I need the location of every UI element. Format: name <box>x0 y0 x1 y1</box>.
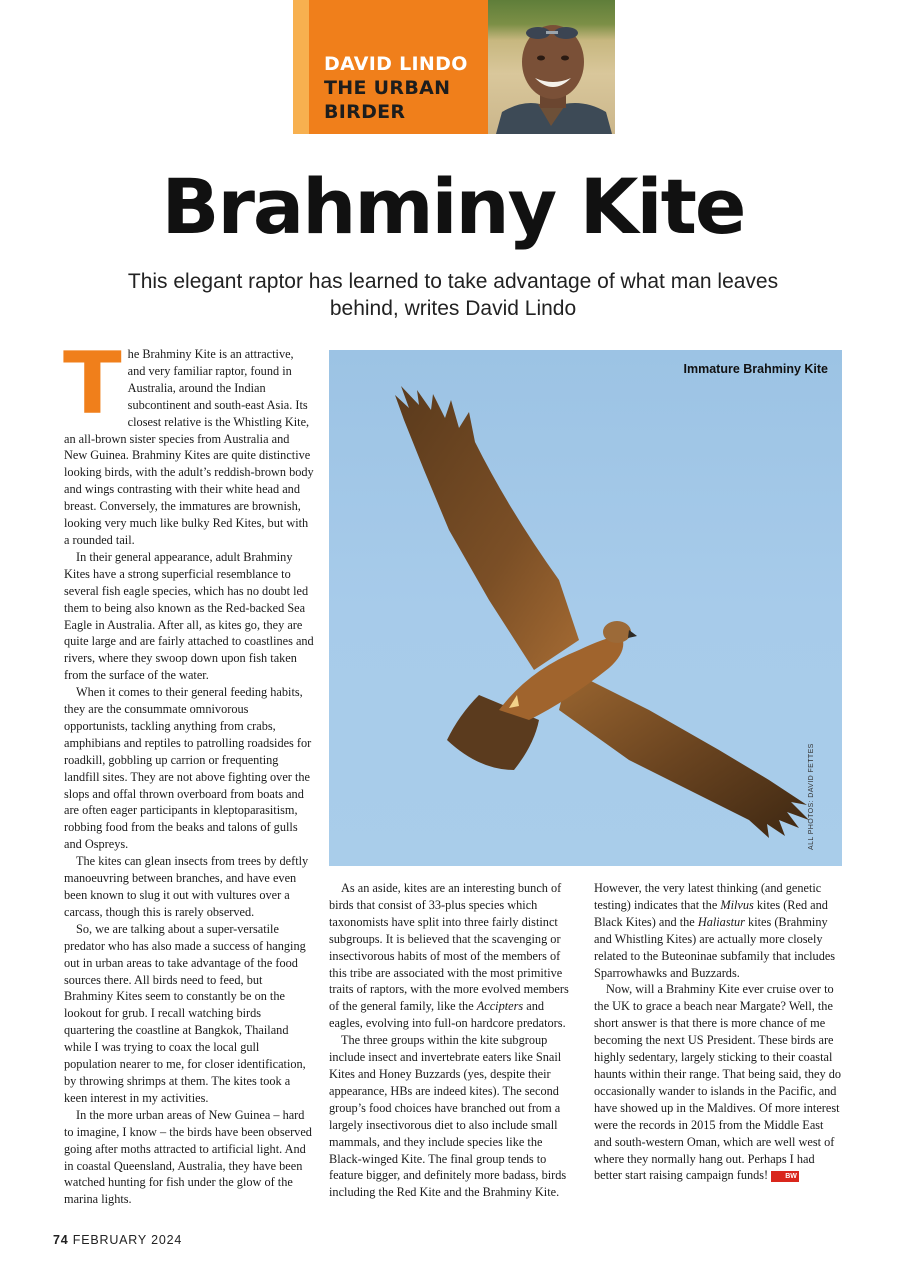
paragraph: In their general appearance, adult Brahminy Kites have a strong superficial resemblance to several fish eagle species, which has no doubt led them to being also known as the Red-backed Sea Eagle in Australia. After all, as kites go, they are quite large and are fairly attached to coastlines and rivers, where they swoop down upon fish taken from the surface of the water. <box>64 549 314 683</box>
photo-credit: ALL PHOTOS: DAVID FETTES <box>808 743 815 850</box>
paragraph <box>329 880 574 1032</box>
issue-date: FEBRUARY 2024 <box>72 1233 183 1247</box>
author-name: DAVID LINDO <box>324 53 468 75</box>
paragraph-text: Now, will a Brahminy Kite ever cruise over to the UK to grace a beach near Margate? Well, the short answer is that there is more chance of me becoming the next US President. These birds are highly sedentary, largely sticking to their coastal haunts within their range. That being said, they do occasionally wander to islands in the Pacific, and have showed up in the Maldives. Of more interest were the records in 2015 from the Middle East and south-western Oman, which are well west of where they normally hang out. Perhaps I had better start raising campaign funds! <box>594 982 842 1183</box>
header-text <box>324 52 468 124</box>
page-footer <box>53 1233 182 1247</box>
header-stripe <box>293 0 309 134</box>
drop-cap: T <box>63 334 122 434</box>
italic-text: Milvus <box>720 897 754 912</box>
text-run: and eagles, evolving into full-on hardcore predators. <box>329 999 566 1031</box>
photo-caption: Immature Brahminy Kite <box>683 362 828 376</box>
paragraph: The kites can glean insects from trees by deftly manoeuvring between branches, and have even been known to slug it out with vultures over a carcass, though this is rarely observed. <box>64 854 309 919</box>
page-number: 74 <box>53 1233 69 1247</box>
text-column-1 <box>63 334 314 1208</box>
column-name-line1: THE URBAN <box>324 77 451 99</box>
text-run: As an aside, kites are an interesting bunch of birds that consist of 33-plus species which taxonomists have split into three fairly distinct subgroups. It is believed that the scavenging or insectivorous habits of most of the members of this tribe are associated with the most primitive traits of raptors, with the more evolved members of the general family, like the <box>329 881 569 1014</box>
article-subtitle: This elegant raptor has learned to take advantage of what man leaves behind, writes David Lindo <box>127 270 779 320</box>
article-title: Brahminy Kite <box>161 162 745 251</box>
end-mark-icon: BW <box>771 1171 799 1182</box>
text-run: kites (Brahminy and Whistling Kites) are actually more closely related to the Buteoninae subfamily that includes Sparrowhawks and Buzzards. <box>594 914 836 980</box>
paragraph <box>594 880 844 981</box>
kite-photo <box>329 350 842 866</box>
paragraph: So, we are talking about a super-versatile predator who has also made a success of hanging out in urban areas to take advantage of the food sources there. All birds need to feed, but Brahminy Kites seem to constantly be on the lookout for grub. I recall watching birds quartering the coastline at Bangkok, Thailand while I was trying to coax the local gull population nearer to me, for closer identification, by throwing shrimps at them. The kites took a keen interest in my activities. <box>64 921 306 1105</box>
paragraph-text: he Brahminy Kite is an attractive, and very familiar raptor, found in Australia, around the Indian subcontinent and south-east Asia. Its closest relative is the Whistling Kite, an all-brown sister species from Australia and New Guinea. Brahminy Kites are quite distinctive looking birds, with the adult’s reddish-brown body and wings contrasting with their white head and breast. Conversely, the immatures are brownish, looking very much like bulky Red Kites, but with a rounded tail. <box>64 347 314 547</box>
column-header <box>293 0 615 134</box>
italic-text: Accipters <box>476 999 524 1014</box>
column-name-line2: BIRDER <box>324 101 406 123</box>
author-portrait <box>488 0 615 134</box>
text-run: However, the very latest thinking (and genetic testing) indicates that the <box>594 881 822 912</box>
text-run: kites (Red and Black Kites) and the <box>594 897 828 929</box>
brahminy-kite-illustration <box>329 350 842 866</box>
paragraph <box>63 334 314 549</box>
paragraph: When it comes to their general feeding habits, they are the consummate omnivorous opportunists, tackling anything from crabs, amphibians and reptiles to patrolling roadsides for roadkill, gobbling up carrion or frequenting landfill sites. They are not above fighting over the slops and offal thrown overboard from boats and are often eager participants in kleptoparasitism, robbing food from the beaks and talons of gulls and Ospreys. <box>64 685 312 852</box>
paragraph: In the more urban areas of New Guinea – hard to imagine, I know – the birds have been observed going after moths attracted to artificial light. And in coastal Queensland, Australia, they have been watched hunting for fish under the glow of the marina lights. <box>64 1107 312 1207</box>
text-column-3 <box>594 880 844 1184</box>
paragraph <box>594 981 844 1184</box>
italic-text: Haliastur <box>697 914 745 929</box>
paragraph: The three groups within the kite subgroup include insect and invertebrate eaters like Snail Kites and Honey Buzzards (yes, despite their appearance, HBs are indeed kites). The second group’s food choices have branched out from a largely insectivorous diet to also include small mammals, and they include species like the Black-winged Kite. The final group tends to feature bigger, and definitely more badass, birds including the Red Kite and the Brahminy Kite. <box>329 1033 567 1200</box>
text-column-2 <box>329 880 574 1201</box>
